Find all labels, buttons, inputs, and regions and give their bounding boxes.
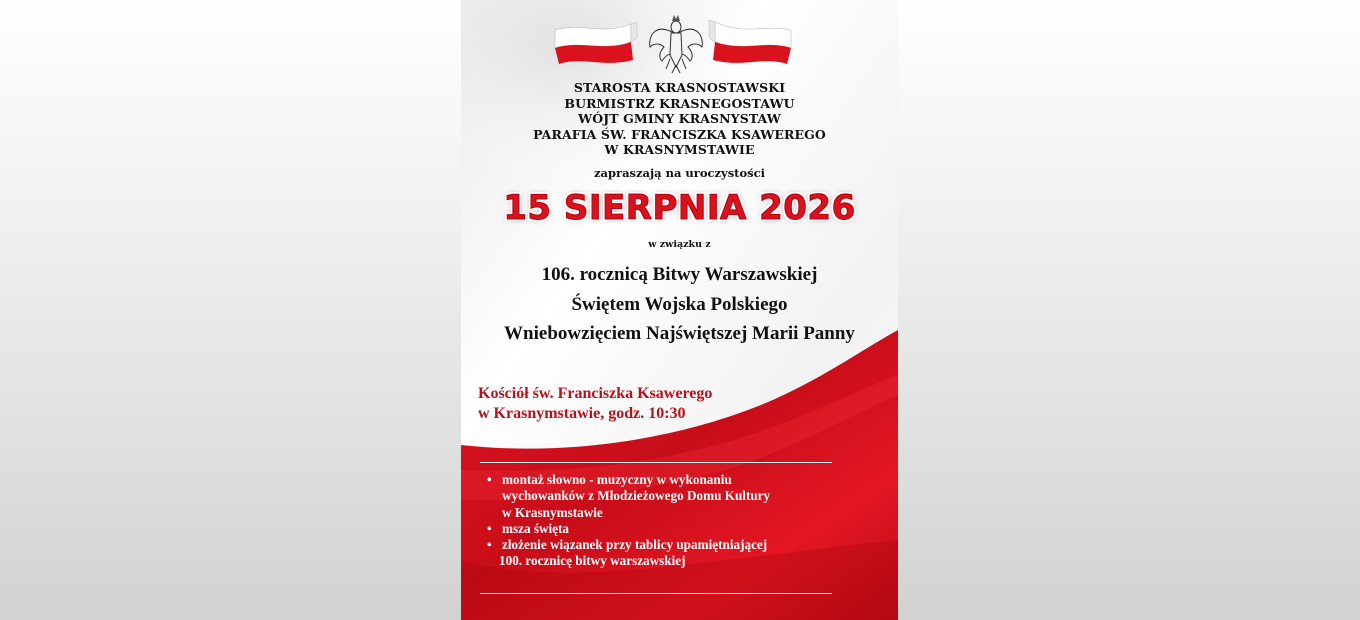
organizer-line: BURMISTRZ KRASNEGOSTAWU: [564, 95, 795, 111]
organizers-block: [461, 80, 898, 158]
place-line: Kościół św. Franciszka Ksawerego: [478, 385, 713, 402]
organizer-line: WÓJT GMINY KRASNYSTAW: [578, 111, 781, 126]
divider: [480, 462, 832, 463]
event-poster: [461, 0, 898, 620]
invite-text: zapraszają na uroczystości: [593, 166, 766, 180]
event-place: [478, 384, 712, 424]
reason-line: Wniebowzięciem Najświętszej Marii Panny: [504, 323, 855, 344]
organizer-line: PARAFIA ŚW. FRANCISZKA KSAWEREGO: [533, 126, 826, 142]
emblem-with-ribbons: [551, 8, 801, 74]
divider: [480, 593, 832, 594]
program-item-continuation: w Krasnymstawie: [502, 504, 603, 520]
place-line: w Krasnymstawie, godz. 10:30: [478, 405, 686, 422]
program-item: • złożenie wiązanek przy tablicy upamiętniającej: [487, 537, 847, 553]
program-list: [487, 472, 847, 570]
organizer-line: STAROSTA KRASNOSTAWSKI: [573, 80, 786, 95]
event-date: 15 SIERPNIA 2026: [503, 188, 856, 228]
eagle-icon: [650, 15, 703, 73]
reason-line: Świętem Wojska Polskiego: [571, 294, 788, 315]
organizer-line: W KRASNYMSTAWIE: [604, 142, 755, 157]
reason-line: 106. rocznicą Bitwy Warszawskiej: [541, 264, 818, 285]
right-ribbon-icon: [709, 20, 791, 64]
program-item: • montaż słowno - muzyczny w wykonaniu: [487, 472, 847, 488]
left-ribbon-icon: [555, 22, 637, 64]
association-text: w związku z: [648, 239, 711, 250]
program-item-continuation: 100. rocznicę bitwy warszawskiej: [499, 553, 686, 569]
program-item: • msza święta: [487, 521, 847, 537]
program-item-continuation: wychowanków z Młodzieżowego Domu Kultury: [502, 488, 771, 504]
